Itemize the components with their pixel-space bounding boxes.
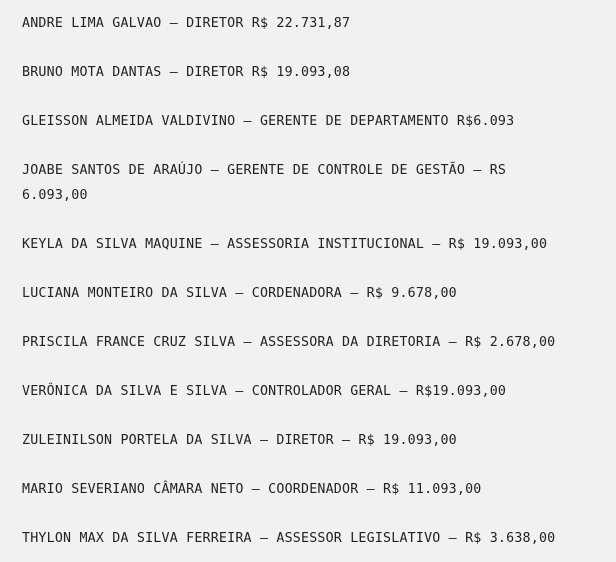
list-item: PRISCILA FRANCE CRUZ SILVA – ASSESSORA DA DIRETORIA – R$ 2.678,00 <box>22 334 556 350</box>
list-item: GLEISSON ALMEIDA VALDIVINO – GERENTE DE DEPARTAMENTO R$6.093 <box>22 114 515 129</box>
list-item: VERÔNICA DA SILVA E SILVA – CONTROLADOR GERAL – R$19.093,00 <box>22 383 507 399</box>
list-item: BRUNO MOTA DANTAS – DIRETOR R$ 19.093,08 <box>22 65 351 80</box>
list-item: JOABE SANTOS DE ARAÚJO – GERENTE DE CONTROLE DE GESTÃO – RS 6.093,00 <box>22 163 507 203</box>
list-item: ANDRE LIMA GALVAO – DIRETOR R$ 22.731,87 <box>22 16 351 31</box>
list-item: ZULEINILSON PORTELA DA SILVA – DIRETOR – R$ 19.093,00 <box>22 432 457 448</box>
list-item: LUCIANA MONTEIRO DA SILVA – CORDENADORA – R$ 9.678,00 <box>22 285 457 301</box>
list-item: THYLON MAX DA SILVA FERREIRA – ASSESSOR LEGISLATIVO – R$ 3.638,00 <box>22 530 556 546</box>
list-item: KEYLA DA SILVA MAQUINE – ASSESSORIA INSTITUCIONAL – R$ 19.093,00 <box>22 236 548 252</box>
list-item: MARIO SEVERIANO CÂMARA NETO – COORDENADOR – R$ 11.093,00 <box>22 481 482 497</box>
staff-salary-list <box>22 0 594 551</box>
